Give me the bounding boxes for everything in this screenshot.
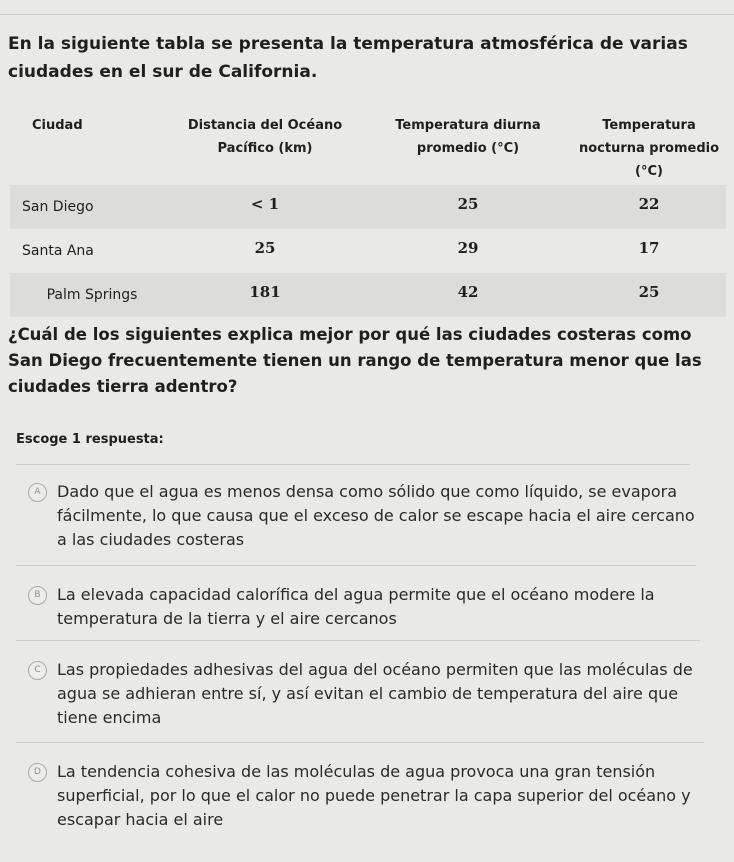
choice-a[interactable] (28, 480, 708, 552)
choice-c-text[interactable]: Las propiedades adhesivas del agua del océano permiten que las moléculas de agua se adhieran entre sí, y así evitan el cambio de temperatura del aire que tiene encima (57, 660, 693, 727)
header-night-temp: Temperatura nocturna promedio (°C) (578, 118, 720, 179)
cell-distance: 25 (166, 229, 364, 273)
table-row (10, 185, 726, 229)
cell-city: Palm Springs (10, 273, 166, 317)
choice-d-text[interactable]: La tendencia cohesiva de las moléculas de agua provoca una gran tensión superficial, por lo que el calor no puede penetrar la capa superior del océano y escapar hacia el aire (57, 762, 691, 829)
header-distance: Distancia del Océano Pacífico (km) (187, 118, 343, 156)
cell-night-temp: 25 (572, 273, 726, 317)
choice-d-badge[interactable]: D (28, 763, 47, 782)
choice-a-badge[interactable]: A (28, 483, 47, 502)
choice-c[interactable] (28, 658, 708, 730)
cell-day-temp: 29 (364, 229, 572, 273)
cell-city: San Diego (10, 185, 166, 229)
choice-divider (16, 565, 696, 566)
cell-city: Santa Ana (10, 229, 166, 273)
table-row (10, 273, 726, 317)
choice-b-text[interactable]: La elevada capacidad calorífica del agua permite que el océano modere la temperatura de la tierra y el aire cercanos (57, 585, 655, 628)
table-header-row (10, 112, 726, 185)
choice-b-badge[interactable]: B (28, 586, 47, 605)
cell-distance: < 1 (166, 185, 364, 229)
cell-night-temp: 17 (572, 229, 726, 273)
choice-divider (16, 742, 704, 743)
header-city: Ciudad (32, 118, 83, 133)
header-day-temp: Temperatura diurna promedio (°C) (395, 118, 541, 156)
cell-night-temp: 22 (572, 185, 726, 229)
intro-text: En la siguiente tabla se presenta la temperatura atmosférica de varias ciudades en el sur de California. (8, 34, 688, 82)
choice-a-text[interactable]: Dado que el agua es menos densa como sólido que como líquido, se evapora fácilmente, lo que causa que el exceso de calor se escape hacia el aire cercano a las ciudades costeras (57, 482, 695, 549)
cell-day-temp: 42 (364, 273, 572, 317)
choice-c-badge[interactable]: C (28, 661, 47, 680)
table-row (10, 229, 726, 273)
cell-distance: 181 (166, 273, 364, 317)
cell-day-temp: 25 (364, 185, 572, 229)
choice-d[interactable] (28, 760, 708, 832)
answer-prompt: Escoge 1 respuesta: (16, 432, 164, 447)
choice-divider (16, 464, 690, 465)
choice-b[interactable] (28, 583, 708, 631)
top-divider (0, 14, 734, 15)
temperature-table (10, 112, 726, 317)
choice-divider (16, 640, 700, 641)
question-text: ¿Cuál de los siguientes explica mejor por qué las ciudades costeras como San Diego frecuentemente tienen un rango de temperatura menor que las ciudades tierra adentro? (8, 325, 702, 396)
